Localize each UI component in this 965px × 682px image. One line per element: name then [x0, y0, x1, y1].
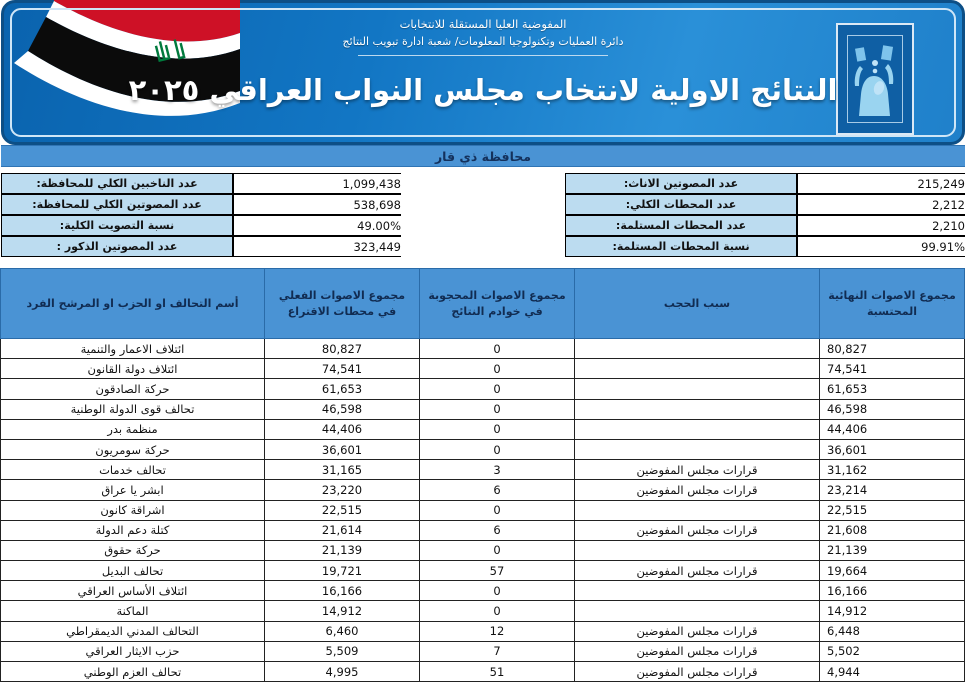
results-table-body — [1, 339, 965, 682]
total-electors-label: عدد الناخبين الكلي للمحافظة: — [1, 173, 233, 194]
withhold-reason-cell — [575, 601, 820, 621]
results-table-header — [1, 269, 965, 339]
turnout-pct-label: نسبة التصويت الكلية: — [1, 215, 233, 236]
col-header-withheld-votes: مجموع الاصوات المحجوبة في خوادم النتائج — [420, 269, 575, 339]
actual-votes-cell: 44,406 — [265, 419, 420, 439]
entity-name-cell: حزب الايثار العراقي — [1, 641, 265, 661]
entity-name-cell: ائتلاف الاعمار والتنمية — [1, 339, 265, 359]
final-votes-cell: 22,515 — [820, 500, 965, 520]
col-header-entity-name: أسم التحالف او الحزب او المرشح الفرد — [1, 269, 265, 339]
final-votes-cell: 36,601 — [820, 439, 965, 459]
final-votes-cell: 74,541 — [820, 359, 965, 379]
actual-votes-cell: 74,541 — [265, 359, 420, 379]
summary-row — [565, 173, 965, 194]
final-votes-cell: 21,608 — [820, 520, 965, 540]
withhold-reason-cell: قرارات مجلس المفوضين — [575, 662, 820, 682]
withheld-votes-cell: 0 — [420, 540, 575, 560]
actual-votes-cell: 61,653 — [265, 379, 420, 399]
male-voters-value: 323,449 — [233, 236, 401, 257]
actual-votes-cell: 22,515 — [265, 500, 420, 520]
actual-votes-cell: 14,912 — [265, 601, 420, 621]
total-voters-value: 538,698 — [233, 194, 401, 215]
table-row — [1, 439, 965, 459]
table-row — [1, 540, 965, 560]
actual-votes-cell: 36,601 — [265, 439, 420, 459]
summary-block-right — [1, 173, 401, 257]
summary-row — [565, 236, 965, 257]
results-table-wrapper — [1, 268, 965, 682]
col-header-final-votes: مجموع الاصوات النهائية المحتسبة — [820, 269, 965, 339]
withhold-reason-cell: قرارات مجلس المفوضين — [575, 641, 820, 661]
withheld-votes-cell: 57 — [420, 561, 575, 581]
summary-spacer — [401, 173, 565, 257]
final-votes-cell: 80,827 — [820, 339, 965, 359]
final-votes-cell: 5,502 — [820, 641, 965, 661]
withheld-votes-cell: 6 — [420, 480, 575, 500]
entity-name-cell: تحالف البديل — [1, 561, 265, 581]
withhold-reason-cell — [575, 379, 820, 399]
actual-votes-cell: 23,220 — [265, 480, 420, 500]
page-title: النتائج الاولية لانتخاب مجلس النواب العراقي ٢٠٢٥ — [128, 73, 838, 107]
table-row — [1, 359, 965, 379]
page-banner — [1, 0, 965, 145]
col-header-withhold-reason: سبب الحجب — [575, 269, 820, 339]
withhold-reason-cell: قرارات مجلس المفوضين — [575, 460, 820, 480]
entity-name-cell: حركة الصادقون — [1, 379, 265, 399]
actual-votes-cell: 21,139 — [265, 540, 420, 560]
entity-name-cell: منظمة بدر — [1, 419, 265, 439]
table-header-row — [1, 269, 965, 339]
table-row — [1, 641, 965, 661]
withhold-reason-cell: قرارات مجلس المفوضين — [575, 520, 820, 540]
table-row — [1, 561, 965, 581]
entity-name-cell: تحالف خدمات — [1, 460, 265, 480]
table-row — [1, 460, 965, 480]
withheld-votes-cell: 0 — [420, 601, 575, 621]
withheld-votes-cell: 3 — [420, 460, 575, 480]
table-row — [1, 662, 965, 682]
summary-row — [1, 194, 401, 215]
withhold-reason-cell — [575, 581, 820, 601]
received-stations-value: 2,210 — [797, 215, 965, 236]
male-voters-label: عدد المصوتين الذكور : — [1, 236, 233, 257]
table-row — [1, 379, 965, 399]
entity-name-cell: ائتلاف دولة القانون — [1, 359, 265, 379]
results-page — [1, 0, 965, 679]
withheld-votes-cell: 0 — [420, 439, 575, 459]
table-row — [1, 621, 965, 641]
actual-votes-cell: 46,598 — [265, 399, 420, 419]
entity-name-cell: حركة حقوق — [1, 540, 265, 560]
total-voters-label: عدد المصوتين الكلي للمحافظة: — [1, 194, 233, 215]
entity-name-cell: اشراقة كانون — [1, 500, 265, 520]
final-votes-cell: 23,214 — [820, 480, 965, 500]
entity-name-cell: ائتلاف الأساس العراقي — [1, 581, 265, 601]
table-row — [1, 480, 965, 500]
final-votes-cell: 14,912 — [820, 601, 965, 621]
entity-name-cell: التحالف المدني الديمقراطي — [1, 621, 265, 641]
entity-name-cell: ابشر يا عراق — [1, 480, 265, 500]
received-stations-pct-value: 99.91% — [797, 236, 965, 257]
actual-votes-cell: 4,995 — [265, 662, 420, 682]
withhold-reason-cell — [575, 439, 820, 459]
withhold-reason-cell — [575, 339, 820, 359]
withheld-votes-cell: 6 — [420, 520, 575, 540]
final-votes-cell: 46,598 — [820, 399, 965, 419]
withhold-reason-cell — [575, 540, 820, 560]
withheld-votes-cell: 12 — [420, 621, 575, 641]
received-stations-pct-label: نسبة المحطات المستلمة: — [565, 236, 797, 257]
summary-row — [1, 215, 401, 236]
table-row — [1, 419, 965, 439]
total-stations-value: 2,212 — [797, 194, 965, 215]
org-department-line: دائرة العمليات وتكنولوجيا المعلومات/ شعبة ادارة تبويب النتائج — [342, 35, 624, 48]
withheld-votes-cell: 0 — [420, 359, 575, 379]
withheld-votes-cell: 51 — [420, 662, 575, 682]
entity-name-cell: تحالف قوى الدولة الوطنية — [1, 399, 265, 419]
actual-votes-cell: 5,509 — [265, 641, 420, 661]
results-table — [0, 268, 965, 682]
withheld-votes-cell: 0 — [420, 581, 575, 601]
final-votes-cell: 6,448 — [820, 621, 965, 641]
entity-name-cell: حركة سومريون — [1, 439, 265, 459]
withhold-reason-cell — [575, 419, 820, 439]
withheld-votes-cell: 0 — [420, 399, 575, 419]
actual-votes-cell: 31,165 — [265, 460, 420, 480]
final-votes-cell: 31,162 — [820, 460, 965, 480]
final-votes-cell: 61,653 — [820, 379, 965, 399]
turnout-pct-value: 49.00% — [233, 215, 401, 236]
total-stations-label: عدد المحطات الكلي: — [565, 194, 797, 215]
entity-name-cell: كتلة دعم الدولة — [1, 520, 265, 540]
received-stations-label: عدد المحطات المستلمة: — [565, 215, 797, 236]
final-votes-cell: 19,664 — [820, 561, 965, 581]
withheld-votes-cell: 0 — [420, 379, 575, 399]
summary-statistics — [1, 167, 965, 257]
female-voters-label: عدد المصوتين الاناث: — [565, 173, 797, 194]
col-header-actual-votes: مجموع الاصوات الفعلي في محطات الاقتراع — [265, 269, 420, 339]
entity-name-cell: الماكنة — [1, 601, 265, 621]
table-row — [1, 601, 965, 621]
organization-heading — [4, 17, 962, 56]
final-votes-cell: 16,166 — [820, 581, 965, 601]
summary-row — [1, 236, 401, 257]
table-row — [1, 500, 965, 520]
withheld-votes-cell: 0 — [420, 419, 575, 439]
actual-votes-cell: 80,827 — [265, 339, 420, 359]
female-voters-value: 215,249 — [797, 173, 965, 194]
actual-votes-cell: 21,614 — [265, 520, 420, 540]
governorate-name: محافظة ذي قار — [434, 148, 532, 164]
table-row — [1, 399, 965, 419]
withheld-votes-cell: 7 — [420, 641, 575, 661]
withheld-votes-cell: 0 — [420, 500, 575, 520]
final-votes-cell: 21,139 — [820, 540, 965, 560]
table-row — [1, 339, 965, 359]
header-divider — [358, 55, 608, 56]
final-votes-cell: 44,406 — [820, 419, 965, 439]
org-name-line: المفوضية العليا المستقلة للانتخابات — [399, 17, 567, 31]
withhold-reason-cell: قرارات مجلس المفوضين — [575, 621, 820, 641]
total-electors-value: 1,099,438 — [233, 173, 401, 194]
summary-row — [565, 194, 965, 215]
withheld-votes-cell: 0 — [420, 339, 575, 359]
summary-row — [1, 173, 401, 194]
actual-votes-cell: 6,460 — [265, 621, 420, 641]
withhold-reason-cell — [575, 399, 820, 419]
final-votes-cell: 4,944 — [820, 662, 965, 682]
entity-name-cell: تحالف العزم الوطني — [1, 662, 265, 682]
actual-votes-cell: 19,721 — [265, 561, 420, 581]
table-row — [1, 520, 965, 540]
withhold-reason-cell: قرارات مجلس المفوضين — [575, 480, 820, 500]
summary-block-left — [565, 173, 965, 257]
table-row — [1, 581, 965, 601]
withhold-reason-cell — [575, 359, 820, 379]
withhold-reason-cell: قرارات مجلس المفوضين — [575, 561, 820, 581]
withhold-reason-cell — [575, 500, 820, 520]
actual-votes-cell: 16,166 — [265, 581, 420, 601]
summary-row — [565, 215, 965, 236]
